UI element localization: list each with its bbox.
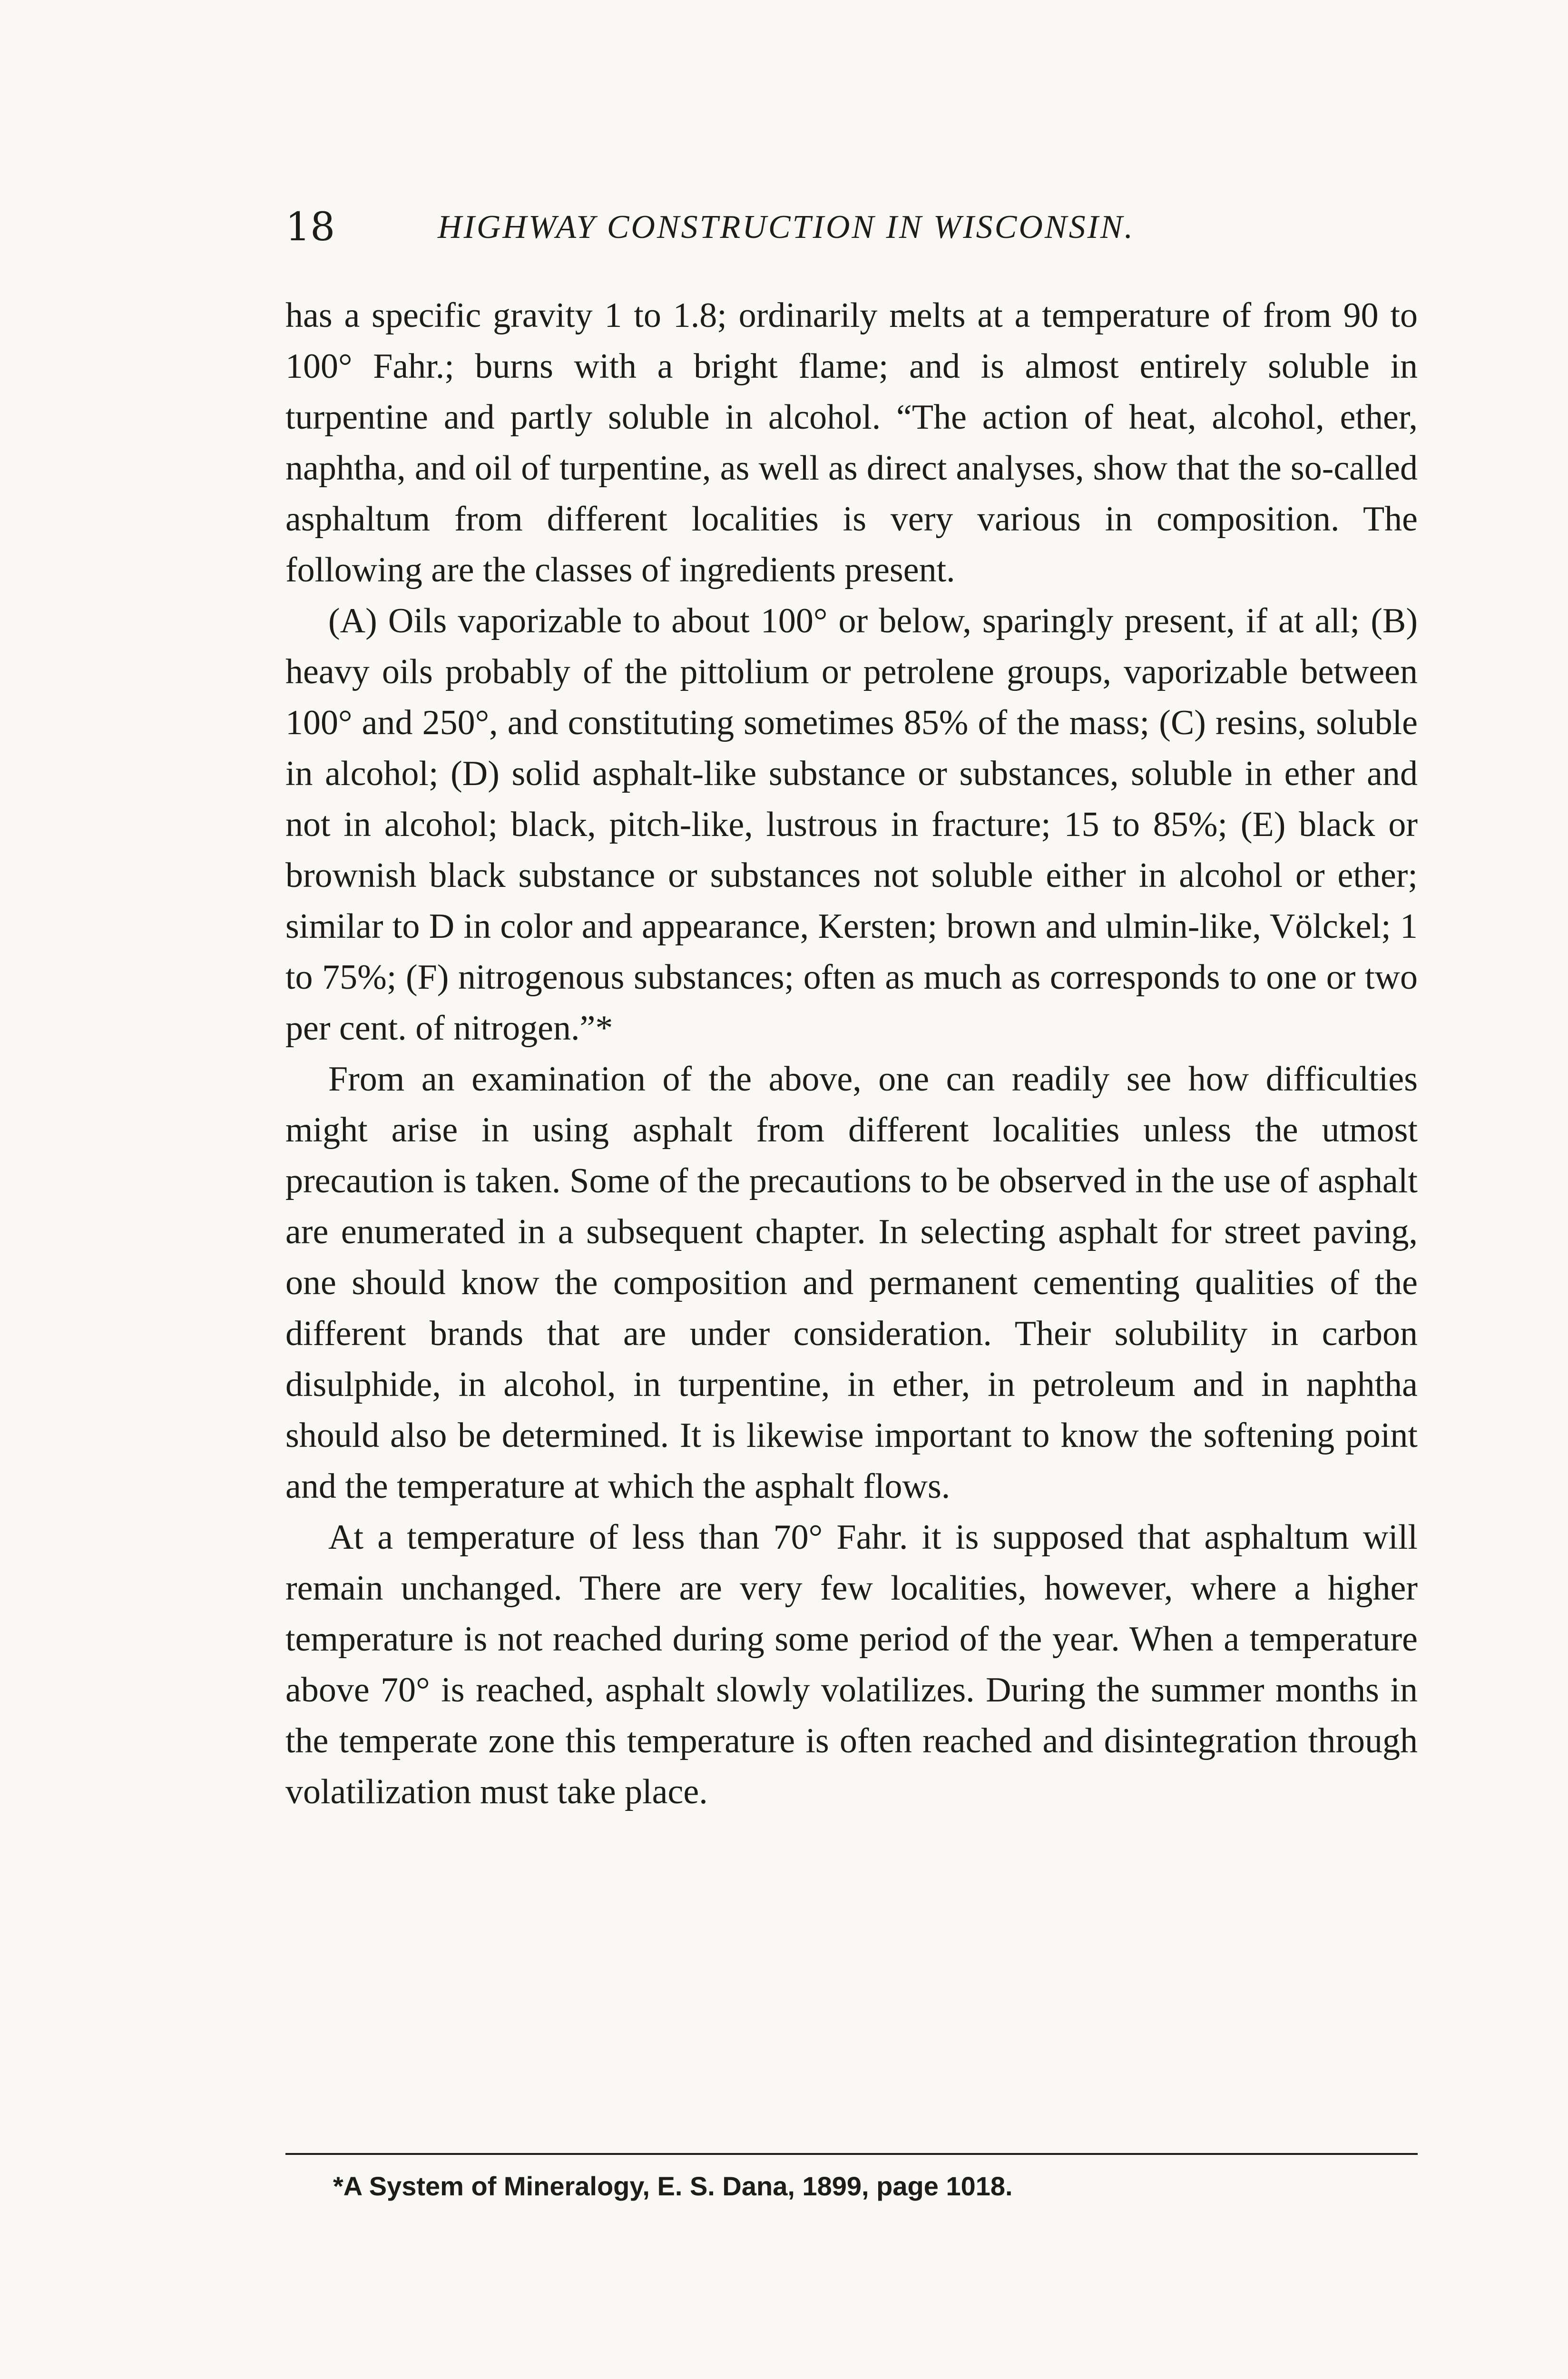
body-text <box>285 290 1418 1818</box>
paragraph-temperature: At a temperature of less than 70° Fahr. it is supposed that asphaltum will remain unchanged. There are very few localities, however, where a higher temperature is not reached during some period of the year. When a temperature above 70° is reached, asphalt slowly volatilizes. During the summer months in the temperate zone this temperature is often reached and disintegration through volatilization must take place. <box>285 1518 1418 1811</box>
running-head: HIGHWAY CONSTRUCTION IN WISCONSIN. <box>438 209 1135 246</box>
footnote: *A System of Mineralogy, E. S. Dana, 1899, page 1018. <box>333 2171 1013 2201</box>
paragraph-precautions: From an examination of the above, one can readily see how difficulties might arise in using asphalt from different localities unless the utmost precaution is taken. Some of the precautions to be observed in the use of asphalt are enumerated in a subsequent chapter. In selecting asphalt for street paving, one should know the composition and permanent cementing qualities of the different brands that are under consideration. Their solubility in carbon disulphide, in alcohol, in turpentine, in ether, in petroleum and in naphtha should also be determined. It is likewise important to know the softening point and the temperature at which the asphalt flows. <box>285 1060 1418 1506</box>
page-number: 18 <box>285 205 335 250</box>
page-header <box>285 200 1418 252</box>
paragraph-continuation: has a specific gravity 1 to 1.8; ordinarily melts at a temperature of from 90 to 100° Fahr.; burns with a bright flame; and is almost entirely soluble in turpentine and partly soluble in alcohol. “The action of heat, alcohol, ether, naphtha, and oil of turpentine, as well as direct analyses, show that the so-called asphaltum from different localities is very various in composition. The following are the classes of ingredients present. <box>285 296 1418 590</box>
paragraph-ingredients: (A) Oils vaporizable to about 100° or below, sparingly present, if at all; (B) heavy oils probably of the pittolium or petrolene groups, vaporizable between 100° and 250°, and constituting sometimes 85% of the mass; (C) resins, soluble in alcohol; (D) solid asphalt-like substance or substances, soluble in ether and not in alcohol; black, pitch-like, lustrous in fracture; 15 to 85%; (E) black or brownish black substance or substances not soluble either in alcohol or ether; similar to D in color and appearance, Kersten; brown and ulmin-like, Völckel; 1 to 75%; (F) nitrogenous substances; often as much as corresponds to one or two per cent. of nitrogen.”* <box>285 601 1418 1048</box>
footnote-divider <box>285 2153 1418 2155</box>
